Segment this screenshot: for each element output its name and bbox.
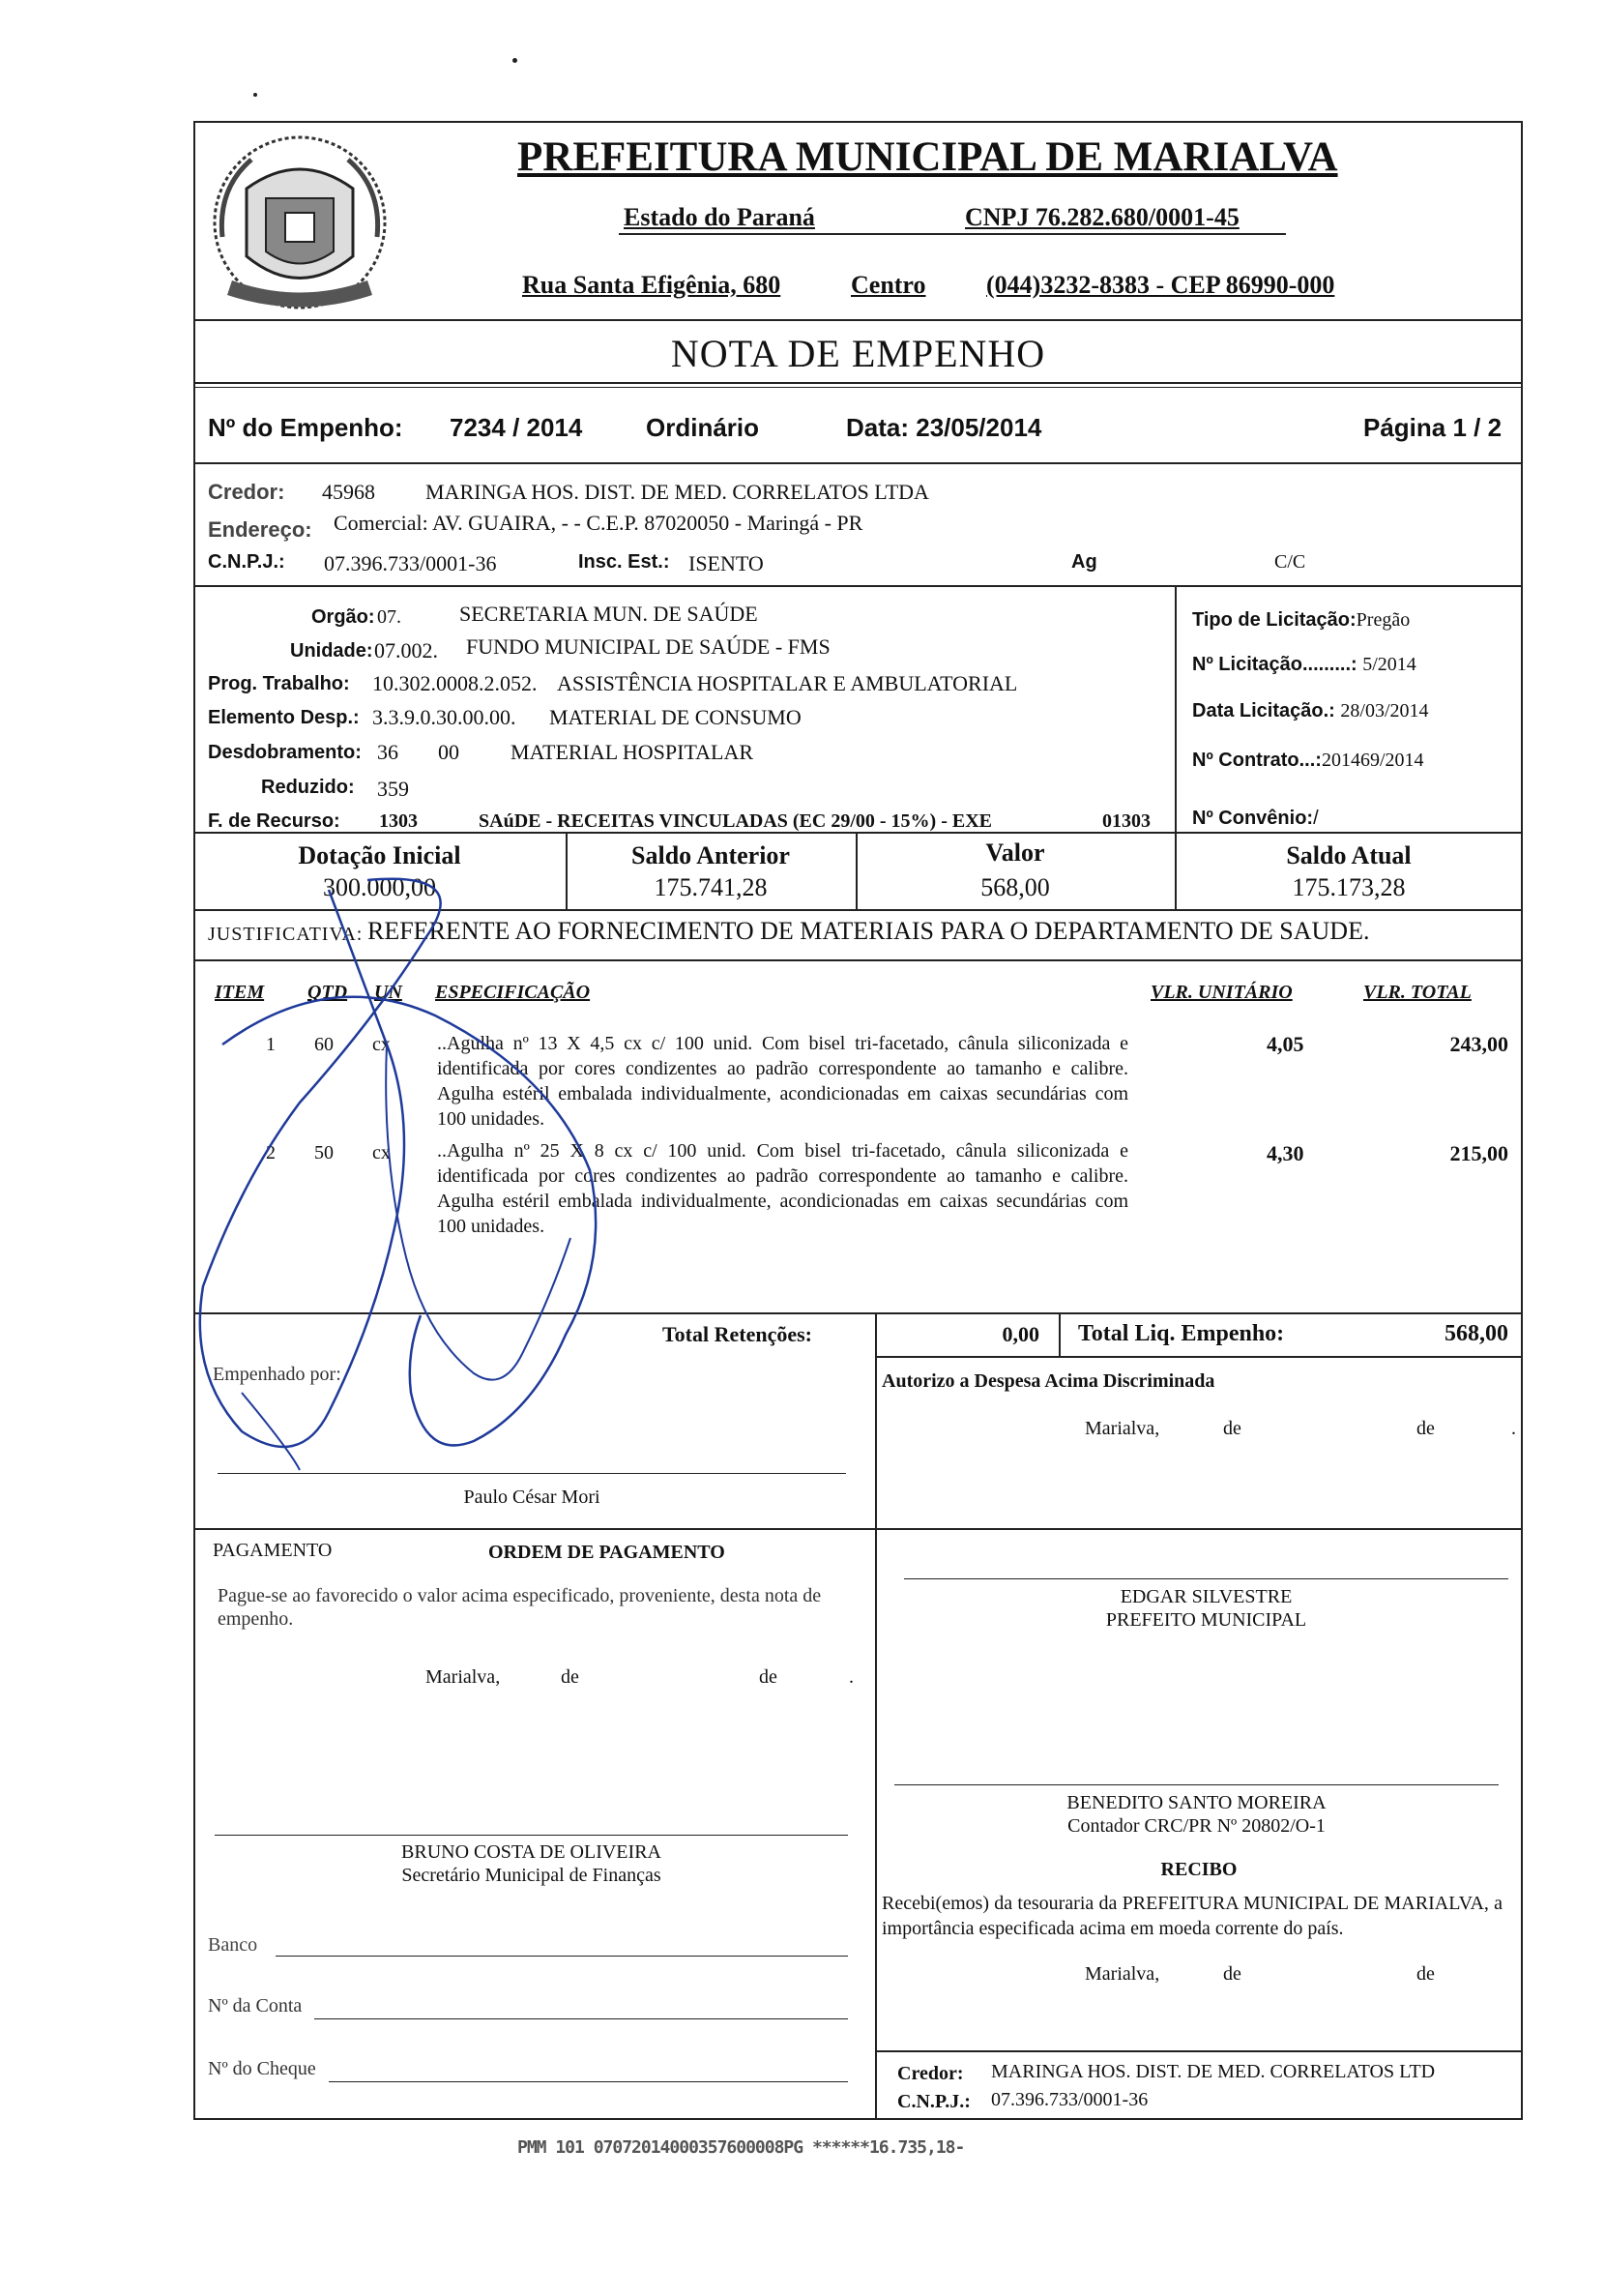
cheque-field-line — [329, 2081, 848, 2082]
empenho-number: 7234 / 2014 — [450, 413, 583, 442]
prefeito-name: EDGAR SILVESTRE — [1120, 1586, 1293, 1607]
item-2-vlr-total: 215,00 — [1449, 1141, 1508, 1165]
credor-code: 45968 — [322, 480, 375, 504]
saldo-atual-label: Saldo Atual — [1286, 841, 1412, 869]
divider — [193, 319, 1523, 321]
signature-line — [894, 1784, 1499, 1785]
divider — [875, 1528, 877, 2120]
retencoes-value: 0,00 — [1002, 1322, 1039, 1346]
liquido-value: 568,00 — [1444, 1321, 1508, 1346]
handwritten-signature — [184, 851, 628, 1489]
pagamento-de1: de — [561, 1666, 579, 1688]
col-un: UN — [374, 982, 402, 1003]
cc-label: C/C — [1274, 551, 1306, 573]
autorizo-city: Marialva, — [1085, 1418, 1160, 1439]
justificativa-text: REFERENTE AO FORNECIMENTO DE MATERIAIS PARA O DEPARTAMENTO DE SAUDE. — [367, 917, 1370, 945]
divider — [193, 1528, 1523, 1530]
divider — [1175, 585, 1177, 832]
prog-label: Prog. Trabalho: — [208, 673, 350, 694]
state-underline — [619, 233, 1286, 235]
recibo-cnpj: 07.396.733/0001-36 — [991, 2089, 1149, 2110]
ag-label: Ag — [1071, 551, 1097, 573]
divider — [193, 585, 1523, 587]
credor-name: MARINGA HOS. DIST. DE MED. CORRELATOS LTDA — [425, 480, 929, 504]
justificativa-label: JUSTIFICATIVA: — [208, 924, 364, 945]
conta-field-line — [314, 2018, 848, 2019]
item-1-description: ..Agulha nº 13 X 4,5 cx c/ 100 unid. Com bisel tri-facetado, cânula siliconizada e identificada por cores condizentes ao padrão correspondente ao tamanho e calibre. Agulha estéril embalada individualmente, acondicionadas em caixas secundárias com 100 unidades. — [437, 1033, 1128, 1130]
recibo-city: Marialva, — [1085, 1963, 1160, 1985]
autorizo-dot: . — [1511, 1418, 1516, 1439]
signature-line — [215, 1835, 848, 1836]
item-2-qtd: 50 — [314, 1142, 334, 1163]
orgao-code: 07. — [377, 606, 401, 628]
municipality-district: Centro — [851, 271, 926, 299]
contrato-value: 201469/2014 — [1321, 750, 1424, 771]
scan-speck — [512, 58, 517, 63]
saldo-anterior-label: Saldo Anterior — [631, 841, 790, 869]
orgao-label: Orgão: — [311, 606, 375, 628]
credor-address: Comercial: AV. GUAIRA, - - C.E.P. 87020050 - Maringá - PR — [334, 511, 863, 535]
item-2-description: ..Agulha nº 25 X 8 cx c/ 100 unid. Com bisel tri-facetado, cânula siliconizada e identificada por cores condizentes ao padrão correspondente ao tamanho e calibre. Agulha estéril embalada individualmente, acondicionadas em caixas secundárias com 100 unidades. — [437, 1140, 1128, 1237]
banco-field-line — [276, 1956, 848, 1957]
municipality-cnpj: CNPJ 76.282.680/0001-45 — [965, 203, 1240, 231]
municipal-crest — [208, 131, 392, 324]
saldo-anterior-value: 175.741,28 — [654, 873, 768, 901]
insc-value: ISENTO — [688, 551, 764, 575]
endereco-label: Endereço: — [208, 517, 312, 542]
empenhado-name: Paulo César Mori — [463, 1487, 600, 1508]
empenhado-label: Empenhado por: — [213, 1364, 341, 1385]
elemento-name: MATERIAL DE CONSUMO — [549, 705, 802, 729]
contrato — [1192, 750, 1424, 772]
divider — [193, 832, 1523, 834]
valor-value: 568,00 — [980, 873, 1050, 901]
unidade-name: FUNDO MUNICIPAL DE SAÚDE - FMS — [466, 634, 831, 659]
ordem-pagamento-label: ORDEM DE PAGAMENTO — [488, 1542, 725, 1563]
numero-licitacao-label: Nº Licitação.........: — [1192, 654, 1357, 675]
recibo-credor: MARINGA HOS. DIST. DE MED. CORRELATOS LTD — [991, 2061, 1436, 2082]
prog-code: 10.302.0008.2.052. — [372, 671, 538, 695]
secretario-name: BRUNO COSTA DE OLIVEIRA — [401, 1841, 661, 1863]
secretario-role: Secretário Municipal de Finanças — [401, 1865, 661, 1886]
tipo-licitacao-label — [1192, 609, 1410, 632]
numero-licitacao — [1192, 654, 1416, 676]
unidade-code: 07.002. — [374, 638, 438, 662]
item-1-number: 1 — [266, 1034, 276, 1055]
recibo-cnpj-label: C.N.P.J.: — [897, 2091, 971, 2112]
item-1-un: cx — [372, 1034, 391, 1055]
empenho-type: Ordinário — [646, 413, 760, 442]
divider — [875, 1356, 1523, 1358]
desdobramento-name: MATERIAL HOSPITALAR — [511, 740, 754, 764]
prefeito-role: PREFEITO MUNICIPAL — [1105, 1609, 1307, 1631]
recibo-text: Recebi(emos) da tesouraria da PREFEITURA MUNICIPAL DE MARIALVA, a importância especificada acima em moeda corrente do país. — [882, 1893, 1503, 1939]
insc-label: Insc. Est.: — [578, 551, 670, 573]
elemento-code: 3.3.9.0.30.00.00. — [372, 705, 516, 729]
divider — [875, 2050, 1523, 2052]
state-name: Estado do Paraná — [624, 203, 815, 231]
col-especificacao: ESPECIFICAÇÃO — [435, 982, 591, 1003]
cheque-label: Nº do Cheque — [208, 2058, 316, 2079]
elemento-label: Elemento Desp.: — [208, 707, 360, 728]
contador-name: BENEDITO SANTO MOREIRA — [1066, 1792, 1327, 1813]
pagamento-label: PAGAMENTO — [213, 1540, 333, 1561]
empenho-label: Nº do Empenho: — [208, 413, 403, 442]
divider — [193, 382, 1523, 384]
numero-licitacao-value: 5/2014 — [1362, 654, 1416, 675]
valor-label: Valor — [985, 839, 1045, 867]
col-vlr-total: VLR. TOTAL — [1363, 982, 1472, 1003]
desdobramento-sub: 00 — [438, 740, 459, 764]
recibo-title: RECIBO — [1160, 1859, 1238, 1880]
recurso-number: 01303 — [1102, 810, 1151, 832]
recibo-credor-label: Credor: — [897, 2063, 964, 2084]
recurso-label: F. de Recurso: — [208, 810, 340, 832]
municipality-phone-cep: (044)3232-8383 - CEP 86990-000 — [986, 271, 1335, 299]
empenho-date: Data: 23/05/2014 — [846, 413, 1042, 442]
item-2-vlr-unitario: 4,30 — [1267, 1141, 1304, 1165]
recurso-name: SAúDE - RECEITAS VINCULADAS (EC 29/00 - 15%) - EXE — [479, 810, 992, 832]
tipo-licitacao-value: Pregão — [1356, 609, 1411, 631]
reduzido-label: Reduzido: — [261, 777, 355, 798]
recibo-de2: de — [1416, 1963, 1435, 1985]
col-qtd: QTD — [307, 982, 348, 1003]
desdobramento-label: Desdobramento: — [208, 742, 362, 763]
item-1-qtd: 60 — [314, 1034, 334, 1055]
orgao-name: SECRETARIA MUN. DE SAÚDE — [459, 602, 758, 626]
recibo-de1: de — [1223, 1963, 1241, 1985]
data-licitacao-value: 28/03/2014 — [1340, 700, 1429, 721]
pagamento-city: Marialva, — [425, 1666, 501, 1688]
municipality-title: PREFEITURA MUNICIPAL DE MARIALVA — [517, 134, 1338, 180]
divider — [193, 462, 1523, 464]
convenio — [1192, 808, 1319, 830]
item-2-un: cx — [372, 1142, 391, 1163]
autorizo-de2: de — [1416, 1418, 1435, 1439]
convenio-value: / — [1313, 808, 1319, 829]
col-vlr-unitario: VLR. UNITÁRIO — [1151, 982, 1293, 1003]
banco-label: Banco — [208, 1934, 258, 1956]
col-item: ITEM — [215, 982, 265, 1003]
contador-role: Contador CRC/PR Nº 20802/O-1 — [1067, 1815, 1326, 1837]
item-2-number: 2 — [266, 1142, 276, 1163]
footer-mechanical-code: PMM 101 07072014000357600008PG ******16.735,18- — [517, 2137, 965, 2158]
credor-label: Credor: — [208, 480, 285, 504]
item-1-vlr-unitario: 4,05 — [1267, 1032, 1304, 1056]
municipality-address: Rua Santa Efigênia, 680 — [522, 271, 781, 299]
signature-line — [904, 1578, 1508, 1579]
scan-speck — [253, 93, 257, 97]
reduzido-value: 359 — [377, 777, 409, 801]
tipo-licitacao-label-text: Tipo de Licitação: — [1192, 609, 1357, 631]
pagamento-text: Pague-se ao favorecido o valor acima especificado, proveniente, desta nota de empenho. — [218, 1585, 822, 1630]
saldo-atual-value: 175.173,28 — [1292, 873, 1406, 901]
credor-cnpj-label: C.N.P.J.: — [208, 551, 285, 573]
convenio-label: Nº Convênio: — [1192, 808, 1314, 829]
autorizo-de1: de — [1223, 1418, 1241, 1439]
liquido-label: Total Liq. Empenho: — [1078, 1321, 1285, 1346]
dotacao-label: Dotação Inicial — [298, 841, 461, 869]
retencoes-label: Total Retenções: — [662, 1322, 812, 1346]
data-licitacao-label: Data Licitação.: — [1192, 700, 1335, 721]
divider — [1059, 1312, 1061, 1356]
desdobramento-code: 36 — [377, 740, 398, 764]
item-1-vlr-total: 243,00 — [1449, 1032, 1508, 1056]
page-number: Página 1 / 2 — [1363, 413, 1503, 442]
divider — [193, 387, 1523, 388]
contrato-label: Nº Contrato...: — [1192, 750, 1322, 771]
pagamento-dot: . — [849, 1666, 854, 1688]
prog-name: ASSISTÊNCIA HOSPITALAR E AMBULATORIAL — [557, 671, 1018, 695]
data-licitacao — [1192, 700, 1429, 722]
conta-label: Nº da Conta — [208, 1995, 303, 2016]
recurso-code: 1303 — [379, 810, 418, 832]
pagamento-de2: de — [759, 1666, 777, 1688]
unidade-label: Unidade: — [290, 640, 373, 662]
divider — [875, 1356, 877, 1528]
divider — [875, 1312, 877, 1356]
credor-cnpj: 07.396.733/0001-36 — [324, 551, 497, 575]
autorizo-label: Autorizo a Despesa Acima Discriminada — [882, 1370, 1215, 1392]
dotacao-value: 300.000,00 — [323, 873, 436, 901]
document-title: NOTA DE EMPENHO — [670, 332, 1046, 375]
